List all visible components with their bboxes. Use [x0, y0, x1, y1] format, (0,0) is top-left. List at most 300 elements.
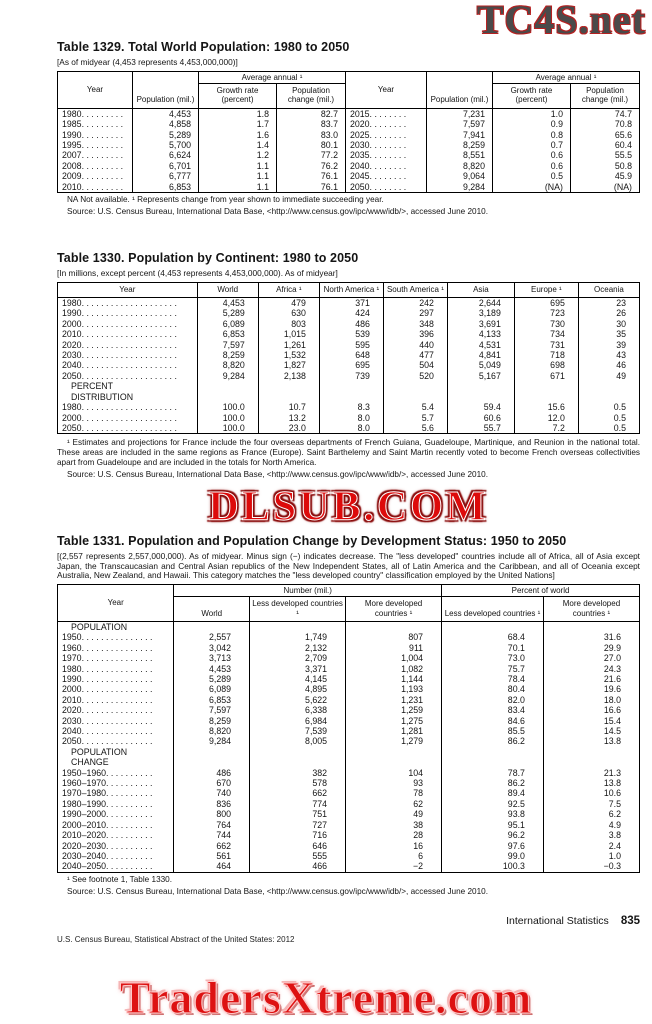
- value-cell: 1.1: [199, 171, 277, 181]
- table-1330-title: Table 1330. Population by Continent: 1980 to 2050: [57, 250, 359, 265]
- value-cell: 1,082: [346, 664, 442, 674]
- value-cell: 670: [174, 778, 250, 788]
- value-cell: [258, 381, 319, 402]
- value-cell: [346, 747, 442, 768]
- value-cell: 31.6: [543, 632, 639, 642]
- table-row: [58, 695, 640, 705]
- value-cell: 1,015: [258, 329, 319, 339]
- value-cell: 4,895: [250, 684, 346, 694]
- value-cell: 1,144: [346, 674, 442, 684]
- year-cell: 2008. . . . . . . . .: [58, 161, 133, 171]
- year-cell: POPULATION CHANGE: [58, 747, 174, 768]
- value-cell: 5.6: [383, 423, 447, 434]
- value-cell: 1,281: [346, 726, 442, 736]
- value-cell: 486: [319, 319, 383, 329]
- table-row: [58, 308, 640, 318]
- value-cell: 21.6: [543, 674, 639, 684]
- value-cell: 4,145: [250, 674, 346, 684]
- value-cell: [514, 381, 578, 402]
- value-cell: 80.4: [442, 684, 544, 694]
- value-cell: 5.4: [383, 402, 447, 412]
- watermark-tradersxtreme: TradersXtreme.com: [119, 972, 533, 1023]
- value-cell: 4,453: [133, 108, 199, 119]
- value-cell: 5,167: [447, 371, 514, 381]
- value-cell: 7,597: [174, 705, 250, 715]
- value-cell: 578: [250, 778, 346, 788]
- value-cell: 100.0: [197, 402, 258, 412]
- table-row: [58, 851, 640, 861]
- year-cell: 1950–1960. . . . . . . . . .: [58, 768, 174, 778]
- table-1330-footnote: ¹ Estimates and projections for France include the four overseas departments of French Guiana, Guadeloupe, Martinique, and Reunion in the national total. These areas are included in the same regions as France (Europe). Saint Barthelemy and Saint Martin recently voted to become French overseas collectivities apart from Guadeloupe and are included in the totals for North America.: [57, 438, 640, 467]
- year-cell: 2000–2010. . . . . . . . . .: [58, 820, 174, 830]
- value-cell: 13.2: [258, 413, 319, 423]
- table-1330-source: Source: U.S. Census Bureau, International Data Base, <http://www.census.gov/ipc/www/idb/>, accessed June 2010.: [67, 469, 488, 479]
- value-cell: 561: [174, 851, 250, 861]
- value-cell: 78: [346, 788, 442, 798]
- table-1329-body: [58, 108, 640, 192]
- table-row: [58, 674, 640, 684]
- value-cell: 1,231: [346, 695, 442, 705]
- col-header-year: Year: [345, 71, 426, 108]
- value-cell: 740: [174, 788, 250, 798]
- value-cell: 95.1: [442, 820, 544, 830]
- value-cell: [578, 381, 639, 402]
- value-cell: 630: [258, 308, 319, 318]
- value-cell: 3,042: [174, 643, 250, 653]
- value-cell: 8,820: [174, 726, 250, 736]
- value-cell: 3.8: [543, 830, 639, 840]
- col-header-more-developed: More developed countries ¹: [543, 597, 639, 622]
- year-cell: 1960–1970. . . . . . . . . .: [58, 778, 174, 788]
- value-cell: 28: [346, 830, 442, 840]
- value-cell: 764: [174, 820, 250, 830]
- value-cell: 4,133: [447, 329, 514, 339]
- value-cell: 2045. . . . . . . .: [345, 171, 426, 181]
- value-cell: 1.4: [199, 140, 277, 150]
- col-header-year: Year: [58, 71, 133, 108]
- value-cell: 80.1: [277, 140, 346, 150]
- value-cell: 2.4: [543, 841, 639, 851]
- value-cell: 1.0: [543, 851, 639, 861]
- value-cell: −0.3: [543, 861, 639, 872]
- value-cell: 4,858: [133, 119, 199, 129]
- value-cell: [447, 381, 514, 402]
- year-cell: POPULATION: [58, 621, 174, 632]
- col-header-year: Year: [58, 585, 174, 622]
- value-cell: 68.4: [442, 632, 544, 642]
- table-row: [58, 371, 640, 381]
- value-cell: 60.4: [570, 140, 639, 150]
- value-cell: 723: [514, 308, 578, 318]
- value-cell: 2,709: [250, 653, 346, 663]
- table-row: [58, 108, 640, 119]
- value-cell: 60.6: [447, 413, 514, 423]
- value-cell: 8,259: [197, 350, 258, 360]
- value-cell: 0.5: [578, 423, 639, 434]
- value-cell: 6: [346, 851, 442, 861]
- value-cell: 8.0: [319, 413, 383, 423]
- value-cell: 8,259: [426, 140, 492, 150]
- table-row: [58, 621, 640, 632]
- year-cell: 1990–2000. . . . . . . . . .: [58, 809, 174, 819]
- value-cell: 0.5: [578, 402, 639, 412]
- table-1330: [57, 282, 640, 435]
- value-cell: 23: [578, 298, 639, 309]
- year-cell: 2010. . . . . . . . .: [58, 182, 133, 193]
- value-cell: [250, 747, 346, 768]
- year-cell: 1980. . . . . . . . . . . . . . . . . . . .: [58, 402, 198, 412]
- table-1330-header: [58, 282, 640, 297]
- value-cell: 3,691: [447, 319, 514, 329]
- value-cell: 486: [174, 768, 250, 778]
- value-cell: 16: [346, 841, 442, 851]
- value-cell: 8,259: [174, 716, 250, 726]
- value-cell: [174, 621, 250, 632]
- table-row: [58, 298, 640, 309]
- year-cell: 1990. . . . . . . . . . . . . . . . . . . .: [58, 308, 198, 318]
- value-cell: 13.8: [543, 736, 639, 746]
- value-cell: 39: [578, 340, 639, 350]
- value-cell: 8.0: [319, 423, 383, 434]
- col-group-percent-of-world: Percent of world: [442, 585, 640, 597]
- year-cell: 2007. . . . . . . . .: [58, 150, 133, 160]
- value-cell: 751: [250, 809, 346, 819]
- value-cell: 6,338: [250, 705, 346, 715]
- value-cell: 6,777: [133, 171, 199, 181]
- table-row: [58, 150, 640, 160]
- value-cell: 595: [319, 340, 383, 350]
- value-cell: 8,820: [426, 161, 492, 171]
- value-cell: 21.3: [543, 768, 639, 778]
- table-1329-section: [57, 40, 640, 217]
- year-cell: 2010. . . . . . . . . . . . . . .: [58, 695, 174, 705]
- table-row: [58, 119, 640, 129]
- col-header-population: Population (mil.): [426, 71, 492, 108]
- page-number: 835: [620, 914, 640, 927]
- table-row: [58, 161, 640, 171]
- value-cell: 50.8: [570, 161, 639, 171]
- value-cell: 2025. . . . . . . .: [345, 130, 426, 140]
- value-cell: 774: [250, 799, 346, 809]
- col-header-north-america: North America ¹: [319, 282, 383, 297]
- year-cell: PERCENT DISTRIBUTION: [58, 381, 198, 402]
- value-cell: 100.3: [442, 861, 544, 872]
- value-cell: 3,713: [174, 653, 250, 663]
- col-header-asia: Asia: [447, 282, 514, 297]
- value-cell: 99.0: [442, 851, 544, 861]
- value-cell: 82.0: [442, 695, 544, 705]
- col-header-population-change: Population change (mil.): [277, 84, 346, 109]
- value-cell: 8,551: [426, 150, 492, 160]
- table-row: [58, 861, 640, 872]
- table-row: [58, 809, 640, 819]
- value-cell: 76.2: [277, 161, 346, 171]
- value-cell: [346, 621, 442, 632]
- year-cell: 2009. . . . . . . . .: [58, 171, 133, 181]
- value-cell: 3,189: [447, 308, 514, 318]
- value-cell: 1.1: [199, 182, 277, 193]
- value-cell: 477: [383, 350, 447, 360]
- value-cell: 4,453: [174, 664, 250, 674]
- year-cell: 2040–2050. . . . . . . . . .: [58, 861, 174, 872]
- value-cell: 555: [250, 851, 346, 861]
- value-cell: (NA): [492, 182, 570, 193]
- value-cell: 2,644: [447, 298, 514, 309]
- value-cell: 2,138: [258, 371, 319, 381]
- table-row: [58, 171, 640, 181]
- value-cell: 1,827: [258, 360, 319, 370]
- table-1331-header: [58, 585, 640, 622]
- value-cell: 662: [250, 788, 346, 798]
- value-cell: 5,700: [133, 140, 199, 150]
- value-cell: 7,231: [426, 108, 492, 119]
- value-cell: 84.6: [442, 716, 544, 726]
- value-cell: 5,622: [250, 695, 346, 705]
- value-cell: 718: [514, 350, 578, 360]
- value-cell: 6.2: [543, 809, 639, 819]
- value-cell: 76.1: [277, 171, 346, 181]
- value-cell: 1,532: [258, 350, 319, 360]
- value-cell: 731: [514, 340, 578, 350]
- value-cell: 0.5: [578, 413, 639, 423]
- year-cell: 1980–1990. . . . . . . . . .: [58, 799, 174, 809]
- value-cell: 727: [250, 820, 346, 830]
- value-cell: 78.4: [442, 674, 544, 684]
- value-cell: 10.6: [543, 788, 639, 798]
- year-cell: 2000. . . . . . . . . . . . . . . . . . . .: [58, 413, 198, 423]
- value-cell: 75.7: [442, 664, 544, 674]
- value-cell: 100.0: [197, 423, 258, 434]
- value-cell: 8.3: [319, 402, 383, 412]
- value-cell: 74.7: [570, 108, 639, 119]
- header-row: [58, 282, 640, 297]
- table-row: [58, 830, 640, 840]
- value-cell: 9,064: [426, 171, 492, 181]
- table-row: [58, 788, 640, 798]
- year-cell: 2010. . . . . . . . . . . . . . . . . . . .: [58, 329, 198, 339]
- value-cell: 479: [258, 298, 319, 309]
- value-cell: 70.1: [442, 643, 544, 653]
- year-cell: 1960. . . . . . . . . . . . . . .: [58, 643, 174, 653]
- value-cell: 86.2: [442, 778, 544, 788]
- year-cell: 1990. . . . . . . . . . . . . . .: [58, 674, 174, 684]
- year-cell: 1980. . . . . . . . .: [58, 108, 133, 119]
- value-cell: 9,284: [426, 182, 492, 193]
- col-header-growth-rate: Growth rate (percent): [199, 84, 277, 109]
- year-cell: 1995. . . . . . . . .: [58, 140, 133, 150]
- value-cell: 3,371: [250, 664, 346, 674]
- table-row: [58, 381, 640, 402]
- value-cell: 739: [319, 371, 383, 381]
- value-cell: 45.9: [570, 171, 639, 181]
- table-1331-source: Source: U.S. Census Bureau, International Data Base, <http://www.census.gov/ipc/www/idb/>, accessed June 2010.: [67, 886, 488, 896]
- value-cell: 16.6: [543, 705, 639, 715]
- value-cell: 371: [319, 298, 383, 309]
- year-cell: 2030. . . . . . . . . . . . . . .: [58, 716, 174, 726]
- value-cell: [543, 747, 639, 768]
- value-cell: 23.0: [258, 423, 319, 434]
- value-cell: 10.7: [258, 402, 319, 412]
- year-cell: 2030. . . . . . . . . . . . . . . . . . . .: [58, 350, 198, 360]
- table-row: [58, 329, 640, 339]
- value-cell: 440: [383, 340, 447, 350]
- value-cell: 104: [346, 768, 442, 778]
- value-cell: 43: [578, 350, 639, 360]
- value-cell: 38: [346, 820, 442, 830]
- value-cell: 7.2: [514, 423, 578, 434]
- value-cell: 803: [258, 319, 319, 329]
- table-row: [58, 643, 640, 653]
- value-cell: 7,941: [426, 130, 492, 140]
- value-cell: 6,089: [197, 319, 258, 329]
- year-cell: 2050. . . . . . . . . . . . . . .: [58, 736, 174, 746]
- value-cell: 646: [250, 841, 346, 851]
- value-cell: 9,284: [197, 371, 258, 381]
- table-row: [58, 799, 640, 809]
- table-row: [58, 716, 640, 726]
- value-cell: 0.9: [492, 119, 570, 129]
- value-cell: 396: [383, 329, 447, 339]
- table-row: [58, 350, 640, 360]
- header-row: [58, 585, 640, 597]
- value-cell: 2015. . . . . . . .: [345, 108, 426, 119]
- value-cell: 97.6: [442, 841, 544, 851]
- col-header-europe: Europe ¹: [514, 282, 578, 297]
- value-cell: 520: [383, 371, 447, 381]
- year-cell: 2000. . . . . . . . . . . . . . . . . . . .: [58, 319, 198, 329]
- year-cell: 2000. . . . . . . . . . . . . . .: [58, 684, 174, 694]
- value-cell: [174, 747, 250, 768]
- value-cell: 30: [578, 319, 639, 329]
- header-row: [58, 71, 640, 83]
- value-cell: 1,193: [346, 684, 442, 694]
- table-1329-title: Table 1329. Total World Population: 1980 to 2050: [57, 40, 350, 54]
- page-footer: [57, 915, 640, 927]
- value-cell: 539: [319, 329, 383, 339]
- value-cell: 4,531: [447, 340, 514, 350]
- value-cell: 4,453: [197, 298, 258, 309]
- value-cell: 464: [174, 861, 250, 872]
- value-cell: 6,853: [174, 695, 250, 705]
- table-row: [58, 664, 640, 674]
- table-row: [58, 340, 640, 350]
- value-cell: 1.1: [199, 161, 277, 171]
- col-header-oceania: Oceania: [578, 282, 639, 297]
- value-cell: 5,289: [133, 130, 199, 140]
- table-row: [58, 778, 640, 788]
- col-header-more-developed: More developed countries ¹: [346, 597, 442, 622]
- imprint-line: U.S. Census Bureau, Statistical Abstract of the United States: 2012: [57, 934, 295, 944]
- col-group-number: Number (mil.): [174, 585, 442, 597]
- table-1331: [57, 584, 640, 873]
- value-cell: 0.6: [492, 150, 570, 160]
- value-cell: 6,701: [133, 161, 199, 171]
- table-1331-section: [57, 534, 640, 897]
- value-cell: 730: [514, 319, 578, 329]
- value-cell: 93: [346, 778, 442, 788]
- value-cell: 800: [174, 809, 250, 819]
- value-cell: −2: [346, 861, 442, 872]
- value-cell: 7,597: [426, 119, 492, 129]
- value-cell: 1.0: [492, 108, 570, 119]
- value-cell: 24.3: [543, 664, 639, 674]
- value-cell: 12.0: [514, 413, 578, 423]
- table-row: [58, 402, 640, 412]
- value-cell: 1.6: [199, 130, 277, 140]
- col-header-population: Population (mil.): [133, 71, 199, 108]
- col-header-population-change: Population change (mil.): [570, 84, 639, 109]
- value-cell: 35: [578, 329, 639, 339]
- value-cell: 5,289: [174, 674, 250, 684]
- table-1329: [57, 71, 640, 193]
- year-cell: 2050. . . . . . . . . . . . . . . . . . . .: [58, 423, 198, 434]
- value-cell: 65.6: [570, 130, 639, 140]
- table-1329-subtitle: [As of midyear (4,453 represents 4,453,000,000)]: [57, 57, 238, 67]
- table-row: [58, 423, 640, 434]
- table-row: [58, 747, 640, 768]
- value-cell: 1,279: [346, 736, 442, 746]
- value-cell: 466: [250, 861, 346, 872]
- value-cell: 1,004: [346, 653, 442, 663]
- year-cell: 1980. . . . . . . . . . . . . . . . . . . .: [58, 298, 198, 309]
- watermark-tc4s: TC4S.net: [476, 0, 646, 42]
- table-row: [58, 768, 640, 778]
- value-cell: 78.7: [442, 768, 544, 778]
- table-row: [58, 182, 640, 193]
- value-cell: 2050. . . . . . . .: [345, 182, 426, 193]
- value-cell: 0.8: [492, 130, 570, 140]
- value-cell: 0.5: [492, 171, 570, 181]
- value-cell: [442, 747, 544, 768]
- value-cell: 744: [174, 830, 250, 840]
- value-cell: [197, 381, 258, 402]
- year-cell: 2040. . . . . . . . . . . . . . .: [58, 726, 174, 736]
- value-cell: 2035. . . . . . . .: [345, 150, 426, 160]
- table-1330-section: [57, 251, 640, 480]
- col-group-average-annual: Average annual ¹: [199, 71, 346, 83]
- value-cell: 6,853: [133, 182, 199, 193]
- table-1329-note: NA Not available. ¹ Represents change from year shown to immediate succeeding year.: [67, 194, 384, 204]
- value-cell: 648: [319, 350, 383, 360]
- value-cell: 14.5: [543, 726, 639, 736]
- value-cell: 2020. . . . . . . .: [345, 119, 426, 129]
- value-cell: [319, 381, 383, 402]
- value-cell: 297: [383, 308, 447, 318]
- value-cell: 695: [319, 360, 383, 370]
- value-cell: 89.4: [442, 788, 544, 798]
- table-row: [58, 360, 640, 370]
- value-cell: 62: [346, 799, 442, 809]
- table-row: [58, 841, 640, 851]
- value-cell: 8,820: [197, 360, 258, 370]
- table-row: [58, 632, 640, 642]
- value-cell: 4.9: [543, 820, 639, 830]
- value-cell: 73.0: [442, 653, 544, 663]
- value-cell: 695: [514, 298, 578, 309]
- value-cell: 504: [383, 360, 447, 370]
- value-cell: 6,853: [197, 329, 258, 339]
- value-cell: 86.2: [442, 736, 544, 746]
- value-cell: [442, 621, 544, 632]
- col-header-less-developed: Less developed countries ¹: [250, 597, 346, 622]
- value-cell: 2030. . . . . . . .: [345, 140, 426, 150]
- value-cell: 911: [346, 643, 442, 653]
- value-cell: 7.5: [543, 799, 639, 809]
- table-row: [58, 140, 640, 150]
- year-cell: 2030–2040. . . . . . . . . .: [58, 851, 174, 861]
- col-header-south-america: South America ¹: [383, 282, 447, 297]
- col-header-world: World: [197, 282, 258, 297]
